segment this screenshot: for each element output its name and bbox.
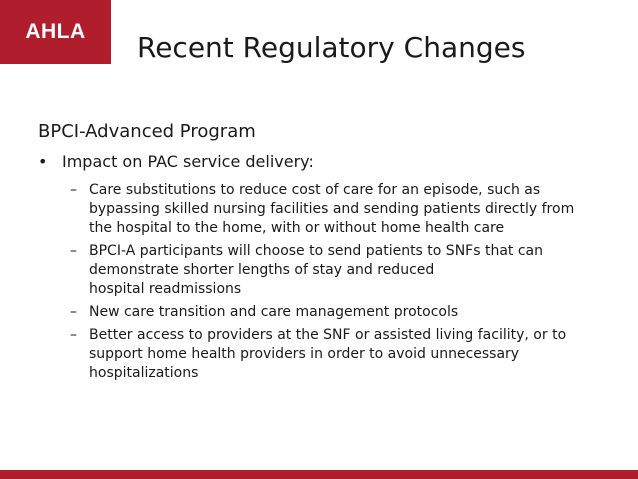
sub-bullet-item — [70, 242, 622, 299]
sub-bullet-item — [70, 181, 622, 238]
bullet-marker: • — [38, 152, 48, 171]
dash-marker: – — [70, 182, 77, 198]
logo-text: AHLA — [25, 20, 86, 43]
dash-marker: – — [70, 327, 77, 343]
bullet-text: Impact on PAC service delivery: — [62, 152, 314, 171]
footer-bar — [0, 470, 638, 479]
sub-bullet-list — [70, 181, 622, 387]
sub-bullet-line: the hospital to the home, with or without home health care — [89, 220, 505, 236]
sub-bullet-item — [70, 303, 622, 322]
ahla-logo — [0, 0, 111, 64]
sub-bullet-line: New care transition and care management protocols — [89, 304, 459, 320]
bullet-item — [38, 151, 314, 173]
slide-title: Recent Regulatory Changes — [137, 31, 526, 64]
sub-bullet-line: bypassing skilled nursing facilities and sending patients directly from — [89, 201, 575, 217]
sub-bullet-line: Better access to providers at the SNF or assisted living facility, or to — [89, 327, 567, 343]
dash-marker: – — [70, 243, 77, 259]
sub-bullet-line: Care substitutions to reduce cost of care for an episode, such as — [89, 182, 541, 198]
sub-bullet-line: hospital readmissions — [89, 281, 242, 297]
sub-bullet-line: hospitalizations — [89, 365, 199, 381]
sub-bullet-line: BPCI-A participants will choose to send patients to SNFs that can — [89, 243, 543, 259]
sub-bullet-line: demonstrate shorter lengths of stay and reduced — [89, 262, 435, 278]
sub-bullet-line: support home health providers in order to avoid unnecessary — [89, 346, 520, 362]
program-heading: BPCI-Advanced Program — [38, 121, 256, 142]
sub-bullet-item — [70, 326, 622, 383]
dash-marker: – — [70, 304, 77, 320]
